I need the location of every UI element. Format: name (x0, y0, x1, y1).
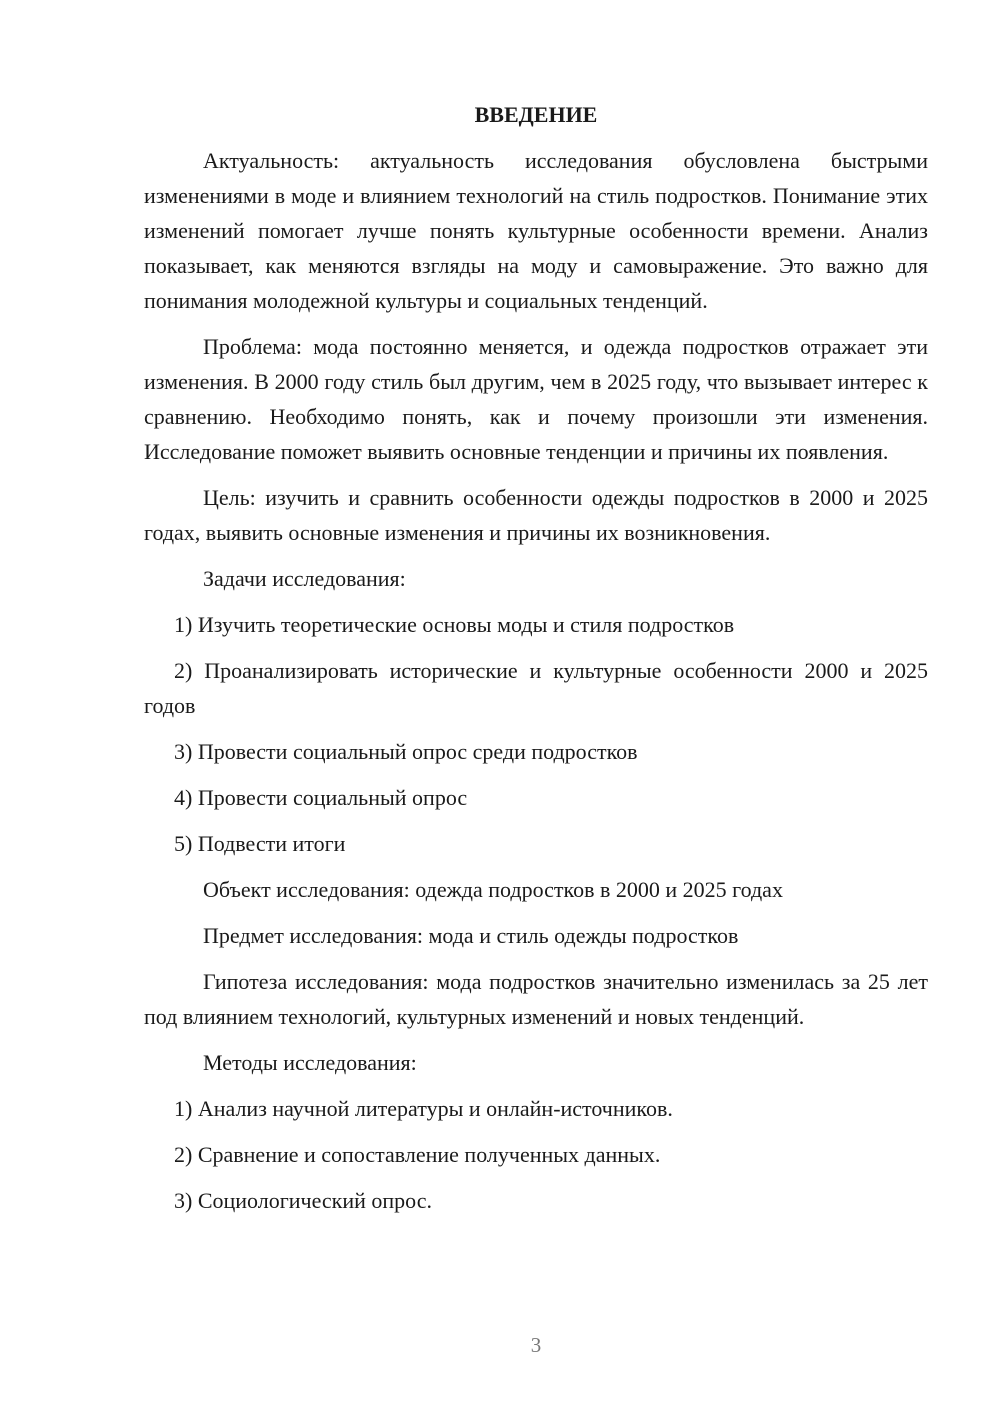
paragraph-hypothesis: Гипотеза исследования: мода подростков значительно изменилась за 25 лет под влиянием технологий, культурных изменений и новых тенденций. (144, 969, 928, 1029)
paragraph-subject: Предмет исследования: мода и стиль одежды подростков (203, 923, 739, 948)
method-item: 3) Социологический опрос. (174, 1188, 432, 1213)
page-title: ВВЕДЕНИЕ (474, 102, 598, 127)
method-item: 1) Анализ научной литературы и онлайн-источников. (174, 1096, 673, 1121)
method-item: 2) Сравнение и сопоставление полученных данных. (174, 1142, 661, 1167)
tasks-heading: Задачи исследования: (203, 566, 406, 591)
task-item: 1) Изучить теоретические основы моды и стиля подростков (174, 612, 735, 637)
task-item: 3) Провести социальный опрос среди подростков (174, 739, 638, 764)
task-item: 4) Провести социальный опрос (174, 785, 468, 810)
paragraph-object: Объект исследования: одежда подростков в 2000 и 2025 годах (203, 877, 783, 902)
methods-heading: Методы исследования: (203, 1050, 417, 1075)
page-content (144, 97, 928, 1229)
paragraph-problem: Проблема: мода постоянно меняется, и одежда подростков отражает эти изменения. В 2000 году стиль был другим, чем в 2025 году, что вызывает интерес к сравнению. Необходимо понять, как и почему произошли эти изменения. Исследование поможет выявить основные тенденции и причины их появления. (144, 334, 928, 464)
task-item: 2) Проанализировать исторические и культурные особенности 2000 и 2025 годов (144, 658, 928, 718)
task-item: 5) Подвести итоги (174, 831, 346, 856)
page-number: 3 (530, 1333, 542, 1357)
paragraph-goal: Цель: изучить и сравнить особенности одежды подростков в 2000 и 2025 годах, выявить основные изменения и причины их возникновения. (144, 485, 928, 545)
paragraph-relevance: Актуальность: актуальность исследования обусловлена быстрыми изменениями в моде и влиянием технологий на стиль подростков. Понимание этих изменений помогает лучше понять культурные особенности времени. Анализ показывает, как меняются взгляды на моду и самовыражение. Это важно для понимания молодежной культуры и социальных тенденций. (144, 148, 928, 313)
